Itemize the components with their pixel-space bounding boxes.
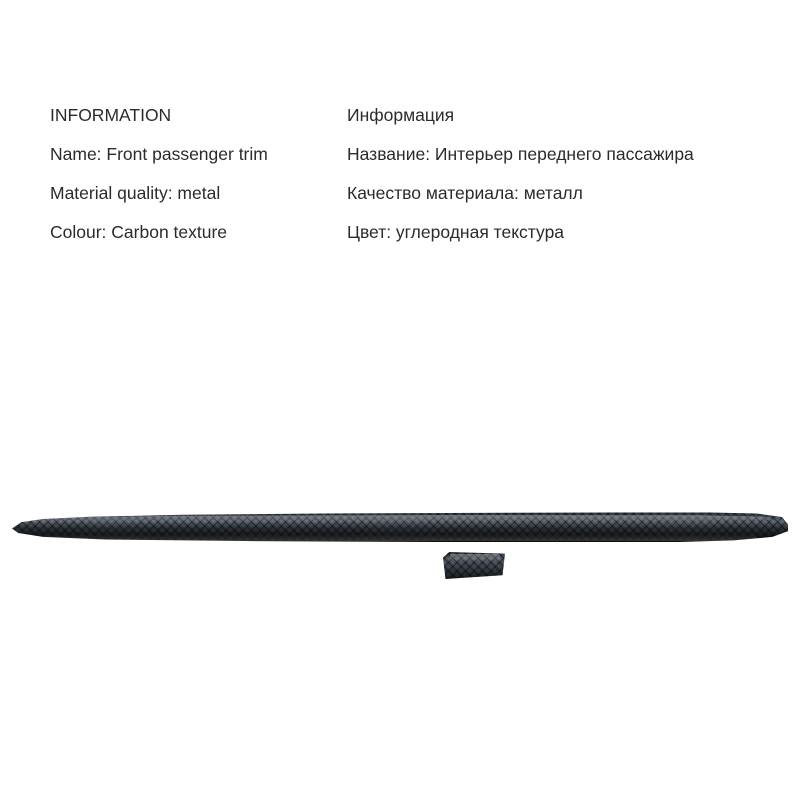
information-block-english — [50, 96, 268, 252]
information-name-english: Name: Front passenger trim — [50, 144, 268, 164]
carbon-fiber-trim-strip — [12, 510, 788, 542]
clip-surface — [443, 552, 505, 579]
information-name-russian: Название: Интерьер переднего пассажира — [347, 144, 694, 164]
information-heading-russian: Информация — [347, 105, 455, 125]
information-material-russian: Качество материала: металл — [347, 183, 583, 203]
product-image-area — [0, 470, 800, 630]
information-heading-english: INFORMATION — [50, 105, 172, 125]
information-material-english: Material quality: metal — [50, 183, 221, 203]
information-colour-english: Colour: Carbon texture — [50, 222, 228, 242]
information-colour-russian: Цвет: углеродная текстура — [347, 222, 565, 242]
trim-strip-surface — [12, 510, 788, 542]
information-block-russian — [347, 96, 694, 252]
carbon-fiber-clip-piece — [443, 552, 505, 579]
